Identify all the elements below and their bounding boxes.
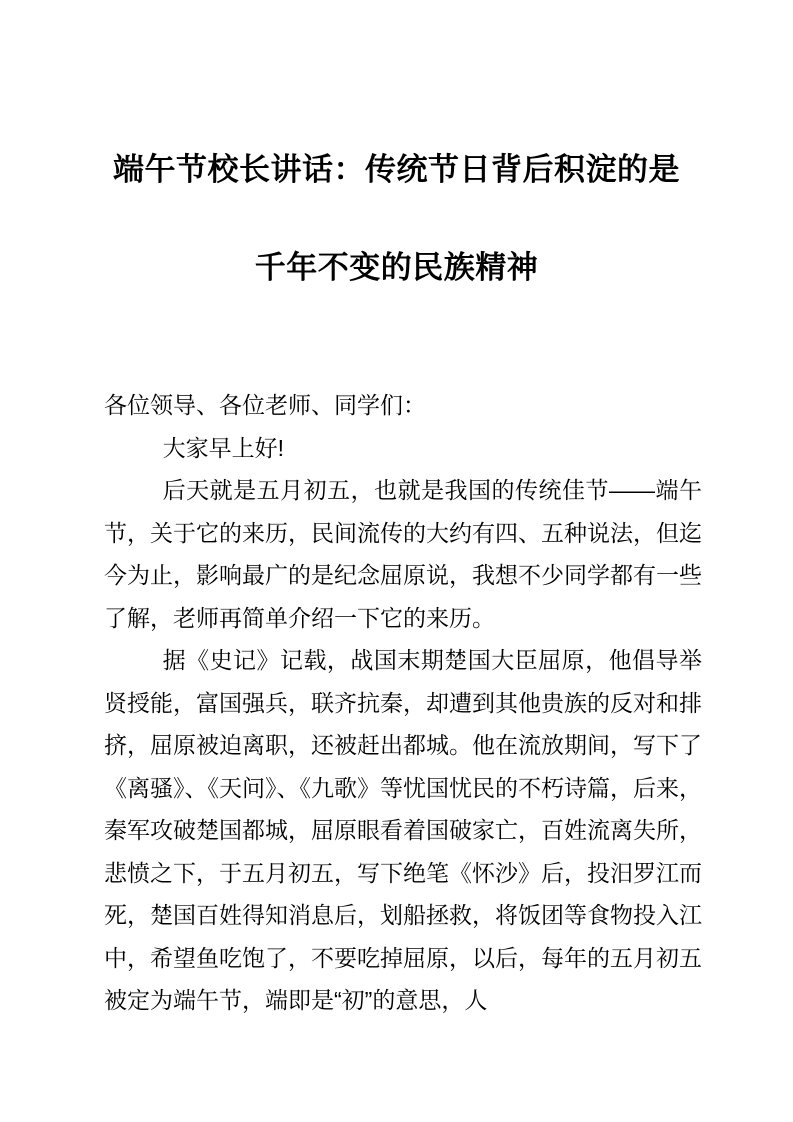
salutation-paragraph: 各位领导、各位老师、同学们： (104, 392, 426, 418)
document-title (0, 121, 793, 317)
greeting-paragraph: 大家早上好! (162, 434, 285, 461)
document-title-line-1: 端午节校长讲话：传统节日背后积淀的是 (113, 151, 680, 187)
intro-paragraph: 后天就是五月初五，也就是我国的传统佳节——端午节，关于它的来历，民间流传的大约有四、五种说法，但迄今为止，影响最广的是纪念屈原说，我想不少同学都有一些了解，老师再简单介绍一下它的来历。 (104, 477, 702, 631)
document-body (104, 384, 702, 1022)
history-paragraph: 据《史记》记载，战国末期楚国大臣屈原，他倡导举贤授能，富国强兵，联齐抗秦，却遭到其他贵族的反对和排挤，屈原被迫离职，还被赶出都城。他在流放期间，写下了《离骚》、《天问》、《九歌》等忧国忧民的不朽诗篇，后来，秦军攻破楚国都城，屈原眼看着国破家亡，百姓流离失所，悲愤之下，于五月初五，写下绝笔《怀沙》后，投汨罗江而死，楚国百姓得知消息后，划船拯救，将饭团等食物投入江中，希望鱼吃饱了，不要吃掉屈原，以后，每年的五月初五被定为端午节，端即是“初”的意思，人 (104, 647, 702, 1013)
document-title-line-2: 千年不变的民族精神 (254, 249, 539, 285)
